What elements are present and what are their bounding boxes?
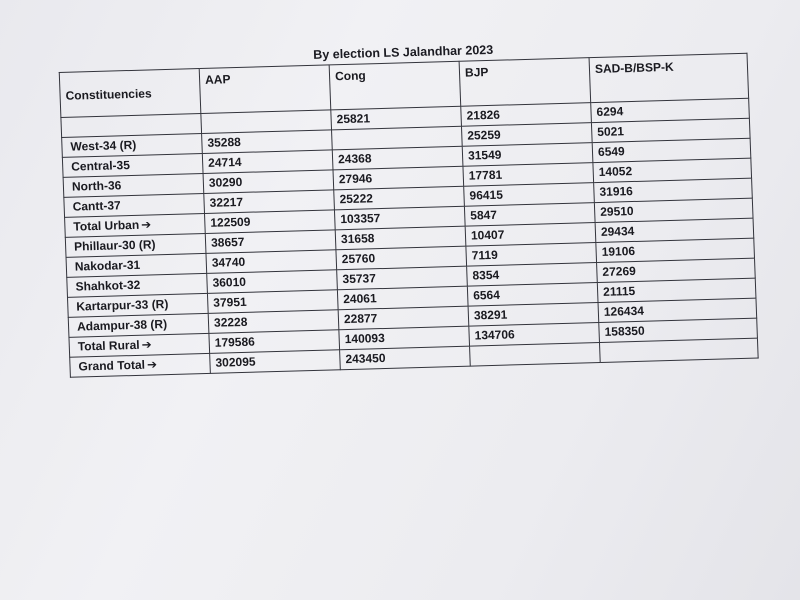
constituency-label: Kartarpur-33 (R) bbox=[76, 297, 169, 314]
vote-cell-sad-bsp: 29434 bbox=[595, 218, 754, 242]
vote-cell-cong: 25760 bbox=[336, 246, 467, 270]
constituency-label: Central-35 bbox=[70, 158, 131, 174]
vote-cell-cong: 27946 bbox=[333, 166, 464, 190]
vote-cell-bjp: 7119 bbox=[466, 243, 597, 267]
header-constituencies: Constituencies bbox=[59, 69, 201, 118]
vote-cell-aap: 32217 bbox=[204, 190, 335, 214]
constituency-label: Adampur-38 (R) bbox=[76, 317, 168, 334]
constituency-label: Total Urban bbox=[73, 217, 140, 234]
header-sad-bsp: SAD-B/BSP-K bbox=[589, 53, 749, 102]
vote-cell-cong: 25222 bbox=[334, 186, 465, 210]
vote-cell-cong: 243450 bbox=[340, 346, 471, 370]
vote-cell-sad-bsp: 158350 bbox=[599, 318, 758, 342]
vote-cell-cong: 24368 bbox=[332, 146, 463, 170]
vote-cell-bjp: 134706 bbox=[469, 323, 600, 347]
vote-cell-sad-bsp: 6549 bbox=[592, 138, 751, 162]
vote-cell-aap: 24714 bbox=[202, 150, 333, 174]
vote-cell-aap: 302095 bbox=[210, 350, 341, 374]
vote-cell-aap: 38657 bbox=[205, 230, 336, 254]
vote-cell-bjp: 31549 bbox=[462, 143, 593, 167]
vote-cell-sad-bsp: 6294 bbox=[591, 98, 750, 122]
vote-cell-bjp: 8354 bbox=[467, 263, 598, 287]
vote-cell-sad-bsp: 19106 bbox=[596, 238, 755, 262]
vote-cell-sad-bsp: 31916 bbox=[594, 178, 753, 202]
vote-cell-sad-bsp: 21115 bbox=[597, 278, 756, 302]
vote-cell-bjp: 21826 bbox=[461, 103, 592, 127]
constituency-label: Shahkot-32 bbox=[75, 277, 141, 294]
vote-cell-bjp: 6564 bbox=[467, 283, 598, 307]
vote-cell-sad-bsp: 29510 bbox=[594, 198, 753, 222]
vote-cell-aap: 179586 bbox=[209, 330, 340, 354]
vote-cell-aap: 32228 bbox=[208, 310, 339, 334]
vote-cell-cong: 24061 bbox=[337, 286, 468, 310]
vote-cell-bjp: 96415 bbox=[464, 183, 595, 207]
vote-cell-cong: 140093 bbox=[339, 326, 470, 350]
constituency-label: Grand Total bbox=[78, 357, 146, 374]
vote-cell-bjp bbox=[470, 342, 601, 366]
arrow-right-icon: ➔ bbox=[140, 217, 152, 232]
vote-cell-aap: 35288 bbox=[202, 130, 333, 154]
constituency-label: Total Rural bbox=[77, 337, 140, 354]
vote-cell-bjp: 17781 bbox=[463, 163, 594, 187]
vote-cell-sad-bsp bbox=[599, 338, 758, 362]
vote-cell-sad-bsp: 27269 bbox=[597, 258, 756, 282]
vote-cell-bjp: 10407 bbox=[465, 223, 596, 247]
vote-cell-aap: 37951 bbox=[207, 290, 338, 314]
arrow-right-icon: ➔ bbox=[146, 357, 158, 372]
vote-cell-aap: 36010 bbox=[207, 270, 338, 294]
vote-cell-sad-bsp: 5021 bbox=[591, 118, 750, 142]
constituency-label: North-36 bbox=[71, 178, 122, 194]
vote-cell-bjp: 5847 bbox=[464, 203, 595, 227]
constituency-label: Nakodar-31 bbox=[74, 257, 141, 274]
vote-cell-sad-bsp: 14052 bbox=[593, 158, 752, 182]
vote-cell-bjp: 25259 bbox=[461, 123, 592, 147]
vote-cell-cong: 103357 bbox=[334, 206, 465, 230]
vote-cell-aap: 30290 bbox=[203, 170, 334, 194]
results-table bbox=[59, 53, 759, 378]
vote-cell-aap: 34740 bbox=[206, 250, 337, 274]
table-body bbox=[61, 98, 758, 377]
arrow-right-icon: ➔ bbox=[141, 337, 152, 352]
header-cong: Cong bbox=[329, 61, 461, 110]
vote-cell-cong: 31658 bbox=[335, 226, 466, 250]
document-body bbox=[58, 33, 760, 378]
constituency-label: Cantt-37 bbox=[72, 198, 121, 214]
vote-cell-cong: 25821 bbox=[331, 106, 462, 130]
header-bjp: BJP bbox=[459, 58, 591, 107]
constituency-cell bbox=[70, 353, 211, 377]
document-title: By election LS Jalandhar 2023 bbox=[313, 42, 494, 62]
vote-cell-aap: 122509 bbox=[205, 210, 336, 234]
vote-cell-cong: 22877 bbox=[338, 306, 469, 330]
constituency-label: West-34 (R) bbox=[70, 137, 137, 154]
constituency-label: Phillaur-30 (R) bbox=[73, 237, 156, 254]
vote-cell-sad-bsp: 126434 bbox=[598, 298, 757, 322]
vote-cell-cong: 35737 bbox=[337, 266, 468, 290]
header-aap: AAP bbox=[199, 65, 331, 114]
vote-cell-bjp: 38291 bbox=[468, 303, 599, 327]
